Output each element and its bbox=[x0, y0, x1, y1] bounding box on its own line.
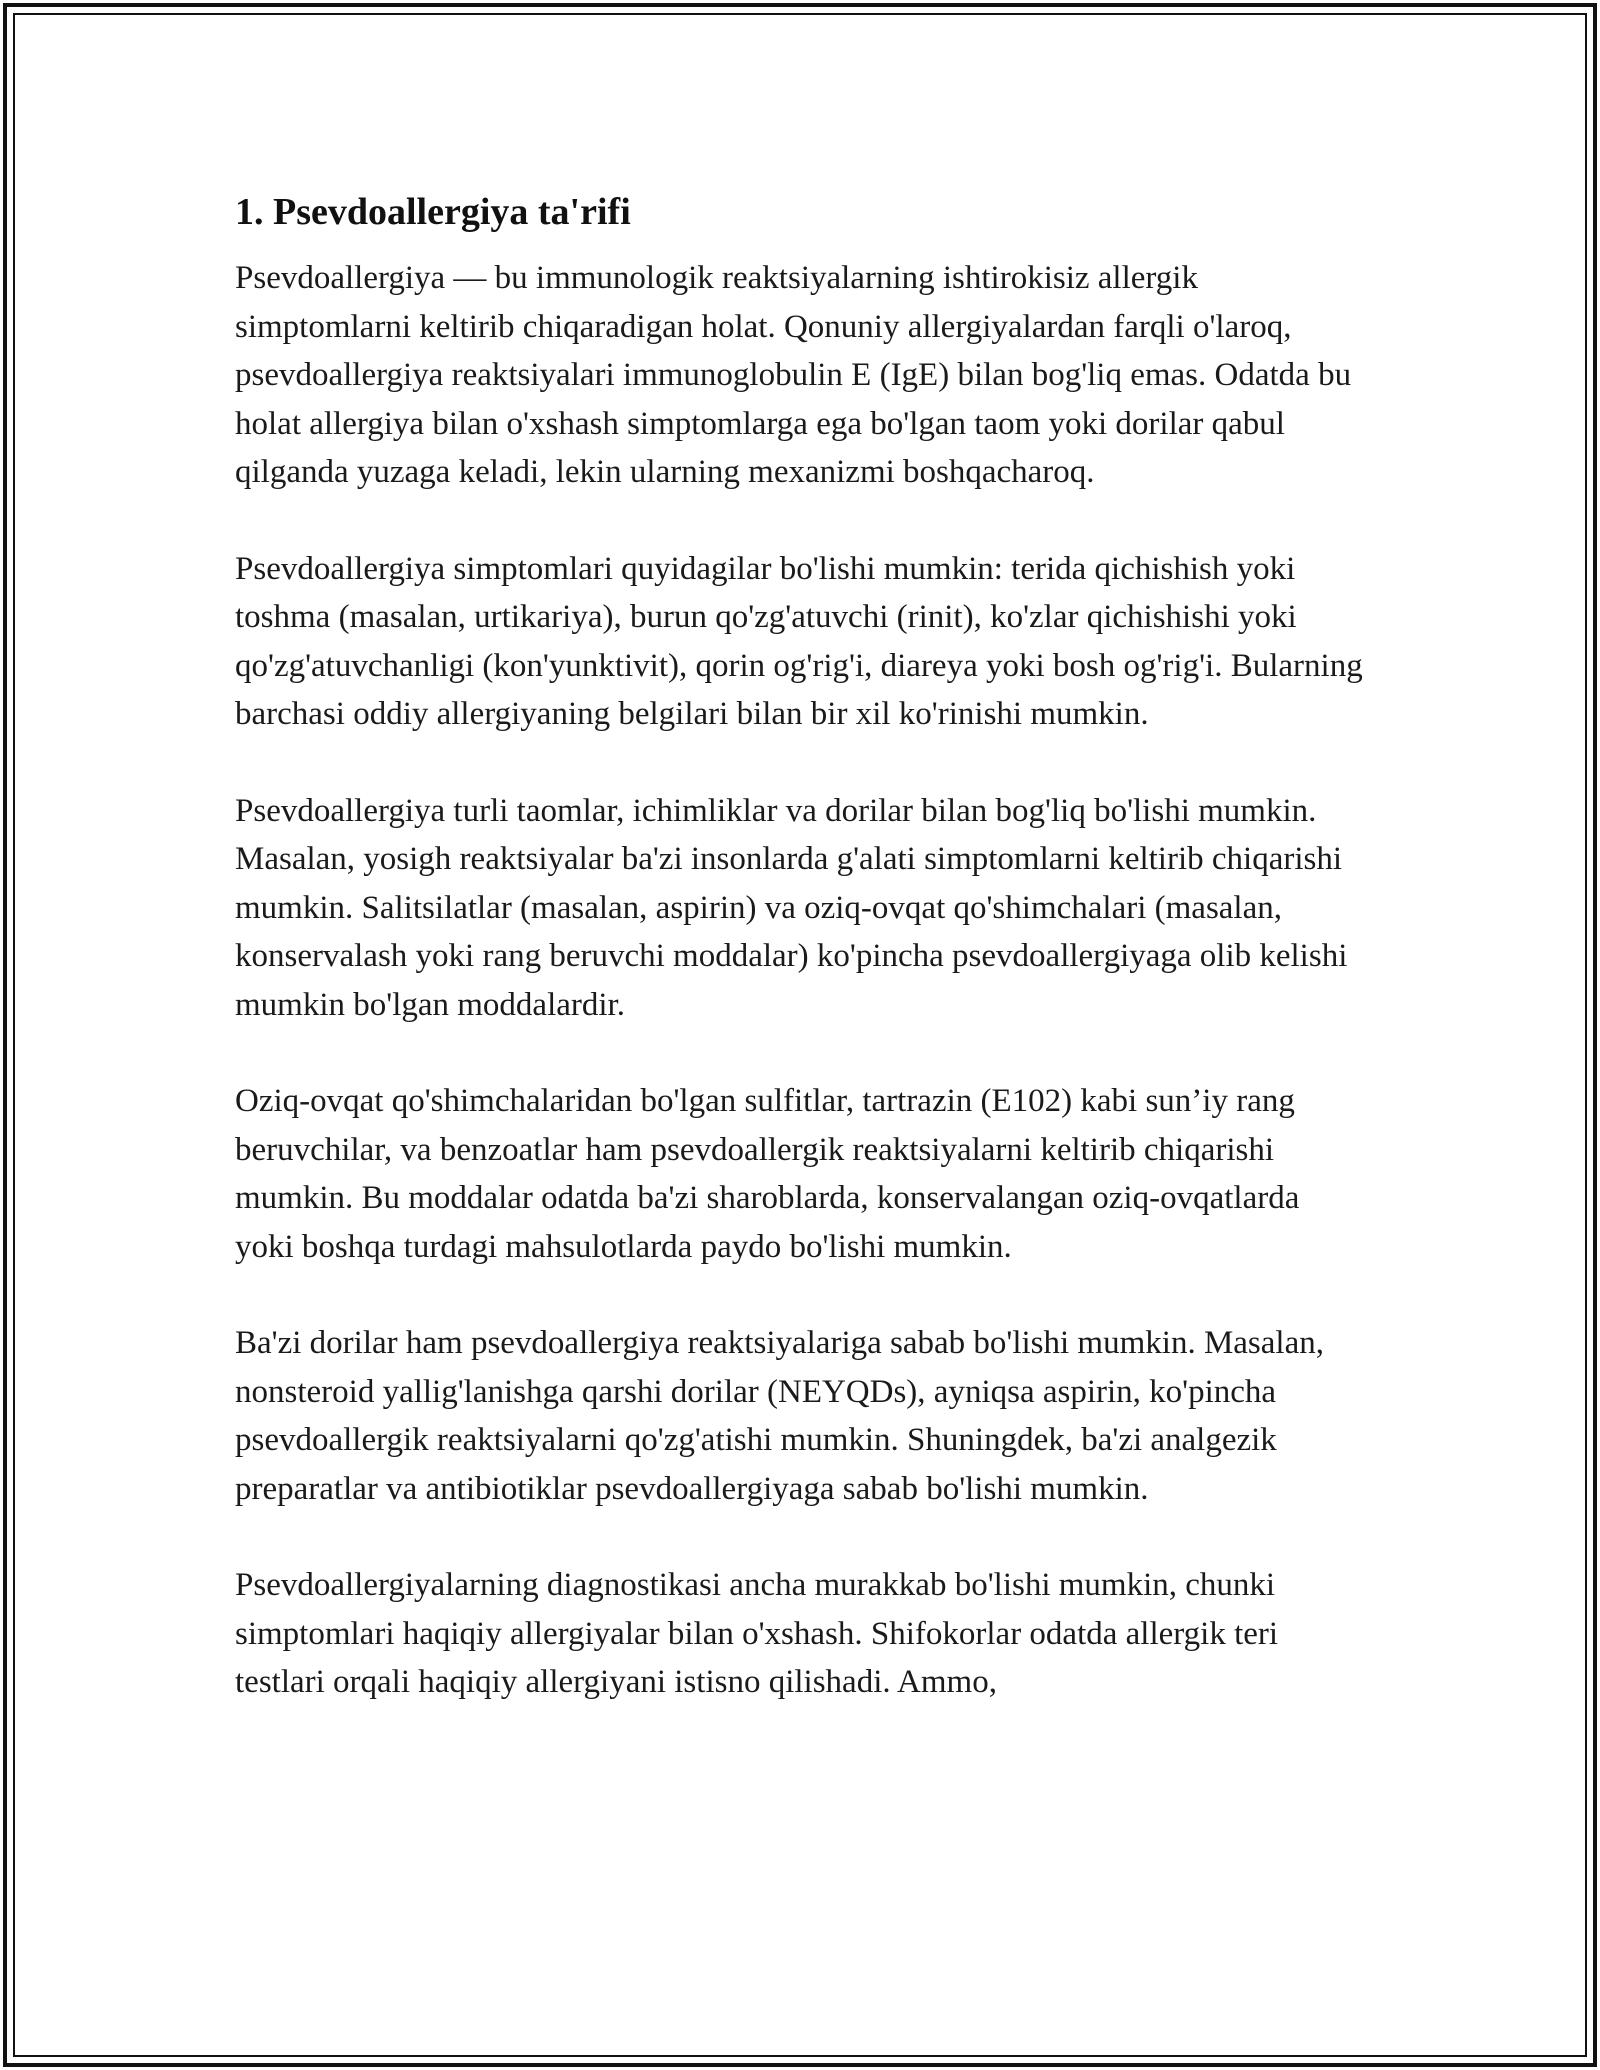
paragraph-triggers: Psevdoallergiya turli taomlar, ichimliklar va dorilar bilan bog'liq bo'lishi mumkin. Masalan, yosigh reaktsiyalar ba'zi insonlarda g'alati simptomlarni keltirib chiqarishi mumkin. Salitsilatlar (masalan, aspirin) va oziq-ovqat qo'shimchalari (masalan, konservalash yoki rang beruvchi moddalar) ko'pincha psevdoallergiyaga olib kelishi mumkin bo'lgan moddalardir. bbox=[235, 792, 1348, 1023]
paragraph-diagnostics: Psevdoallergiyalarning diagnostikasi ancha murakkab bo'lishi mumkin, chunki simptomlari haqiqiy allergiyalar bilan o'xshash. Shifokorlar odatda allergik teri testlari orqali haqiqiy allergiyani istisno qilishadi. Ammo, bbox=[235, 1567, 1279, 1700]
paragraph-definition: Psevdoallergiya — bu immunologik reaktsiyalarning ishtirokisiz allergik simptomlarni keltirib chiqaradigan holat. Qonuniy allergiyalardan farqli o'laroq, psevdoallergiya reaktsiyalari immunoglobulin E (IgE) bilan bog'liq emas. Odatda bu holat allergiya bilan o'xshash simptomlarga ega bo'lgan taom yoki dorilar qabul qilganda yuzaga keladi, lekin ularning mexanizmi boshqacharoq. bbox=[235, 260, 1352, 490]
paragraph-symptoms: Psevdoallergiya simptomlari quyidagilar bo'lishi mumkin: terida qichishish yoki toshma (masalan, urtikariya), burun qo'zg'atuvchi (rinit), ko'zlar qichishishi yoki qo'zg'atuvchanligi (kon'yunktivit), qorin og'rig'i, diareya yoki bosh og'rig'i. Bularning barchasi oddiy allergiyaning belgilari bilan bir xil ko'rinishi mumkin. bbox=[235, 550, 1363, 732]
document-body bbox=[235, 186, 1365, 1707]
section-heading: 1. Psevdoallergiya ta'rifi bbox=[235, 191, 631, 233]
paragraph-food-additives: Oziq-ovqat qo'shimchalaridan bo'lgan sulfitlar, tartrazin (E102) kabi sun’iy rang beruvchilar, va benzoatlar ham psevdoallergik reaktsiyalarni keltirib chiqarishi mumkin. Bu moddalar odatda ba'zi sharoblarda, konservalangan oziq-ovqatlarda yoki boshqa turdagi mahsulotlarda paydo bo'lishi mumkin. bbox=[235, 1083, 1300, 1265]
paragraph-medications: Ba'zi dorilar ham psevdoallergiya reaktsiyalariga sabab bo'lishi mumkin. Masalan, nonsteroid yallig'lanishga qarshi dorilar (NEYQDs), ayniqsa aspirin, ko'pincha psevdoallergik reaktsiyalarni qo'zg'atishi mumkin. Shuningdek, ba'zi analgezik preparatlar va antibiotiklar psevdoallergiyaga sabab bo'lishi mumkin. bbox=[235, 1325, 1324, 1507]
